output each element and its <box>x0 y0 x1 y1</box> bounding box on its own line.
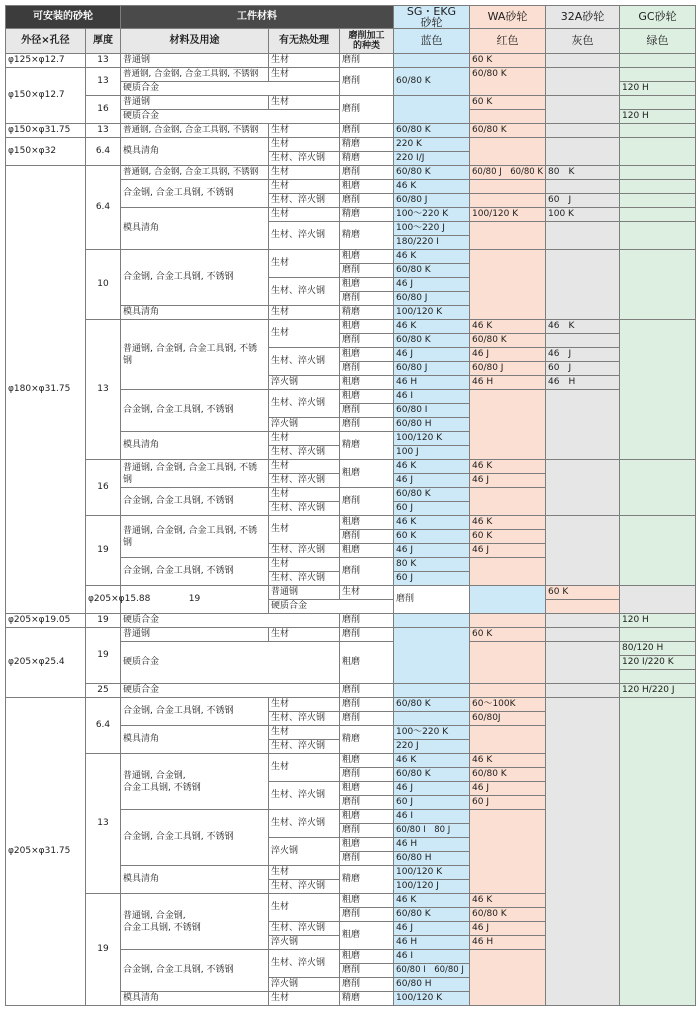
heat-cell: 生材、淬火钢 <box>269 502 340 516</box>
grind-cell: 磨削 <box>340 54 394 68</box>
gc-value: 120 H/220 J <box>620 684 696 698</box>
od-bore-cell: φ205×φ31.75 <box>6 698 86 1006</box>
grind-cell: 磨削 <box>340 684 394 698</box>
thickness-cell: 19 <box>86 516 121 586</box>
table-row <box>6 684 696 698</box>
grind-cell: 粗磨 <box>340 838 394 852</box>
material-cell: 模具清角 <box>121 726 269 754</box>
heat-cell: 淬火钢 <box>269 418 340 432</box>
grind-cell: 精磨 <box>340 306 394 320</box>
heat-cell: 生材、淬火钢 <box>269 782 340 810</box>
thickness-cell: 19 <box>86 628 121 684</box>
sg-value: 100～220 K <box>394 208 470 222</box>
header-workpiece: 工件材料 <box>121 6 394 29</box>
sg-value: 60 J <box>394 572 470 586</box>
grind-cell: 磨削 <box>340 362 394 376</box>
material-cell: 硬质合金 <box>121 684 340 698</box>
sg-value: 46 I <box>394 950 470 964</box>
material-cell: 普通钢, 合金钢, 合金工具钢, 不锈钢 <box>121 68 269 82</box>
header-wa-color: 红色 <box>470 29 546 54</box>
thickness-cell: 13 <box>86 754 121 894</box>
wa-value: 60/80 J <box>470 362 546 376</box>
material-cell: 合金钢, 合金工具钢, 不锈钢 <box>121 488 269 516</box>
sg-value: 100 J <box>394 446 470 460</box>
sg-value: 220 J <box>394 740 470 754</box>
grind-cell: 粗磨 <box>340 894 394 908</box>
material-cell: 普通钢, 合金钢, 合金工具钢, 不锈钢 <box>121 166 269 180</box>
wa-value: 60/80 K <box>470 68 546 96</box>
material-cell: 普通钢, 合金钢, 合金工具钢, 不锈钢 <box>121 460 269 488</box>
od-bore-cell: φ150×φ12.7 <box>6 68 86 124</box>
heat-cell: 生材 <box>269 320 340 348</box>
material-cell: 硬质合金 <box>121 82 340 96</box>
grind-cell: 精磨 <box>340 866 394 894</box>
sg-value: 46 J <box>394 544 470 558</box>
heat-cell: 淬火钢 <box>269 838 340 866</box>
od-bore-cell: φ205×φ15.88 <box>86 586 121 614</box>
header-od-bore: 外径×孔径 <box>6 29 86 54</box>
heat-cell: 生材、淬火钢 <box>269 810 340 838</box>
grind-cell: 粗磨 <box>340 376 394 390</box>
sg-value: 60/80 K <box>394 698 470 712</box>
sg-value: 60/80 J <box>394 362 470 376</box>
material-cell: 合金钢, 合金工具钢, 不锈钢 <box>121 558 269 586</box>
header-row-1 <box>6 6 696 29</box>
grind-cell: 磨削 <box>340 404 394 418</box>
sg-value: 46 J <box>394 782 470 796</box>
grind-cell: 精磨 <box>340 992 394 1006</box>
sg-value: 60 K <box>394 530 470 544</box>
wa-value: 46 K <box>470 894 546 908</box>
heat-cell: 生材、淬火钢 <box>269 446 340 460</box>
material-cell: 合金钢, 合金工具钢, 不锈钢 <box>121 810 269 866</box>
wa-value: 60/80J <box>470 712 546 726</box>
wa-value: 60 K <box>470 54 546 68</box>
sg-value: 46 H <box>394 838 470 852</box>
sg-value: 100/120 K <box>394 992 470 1006</box>
material-cell: 普通钢 <box>269 586 340 600</box>
a32-value: 60 J <box>546 362 620 376</box>
material-cell: 硬质合金 <box>121 110 340 124</box>
material-cell: 硬质合金 <box>121 614 340 628</box>
gc-value: 120 H <box>620 82 696 96</box>
heat-cell: 生材、淬火钢 <box>269 880 340 894</box>
grind-cell: 磨削 <box>340 628 394 642</box>
sg-value: 60/80 I <box>394 404 470 418</box>
grind-cell: 精磨 <box>340 432 394 460</box>
sg-value: 60/80 K <box>394 488 470 502</box>
material-cell: 合金钢, 合金工具钢, 不锈钢 <box>121 950 269 992</box>
grind-cell: 粗磨 <box>340 278 394 292</box>
heat-cell: 淬火钢 <box>269 978 340 992</box>
grind-cell: 磨削 <box>340 418 394 432</box>
sg-value: 60/80 K <box>394 166 470 180</box>
grind-cell: 粗磨 <box>340 544 394 558</box>
material-cell: 模具清角 <box>121 432 269 460</box>
table-row <box>6 614 696 628</box>
sg-value: 60/80 J <box>394 194 470 208</box>
grind-cell: 粗磨 <box>340 754 394 768</box>
heat-cell: 生材、淬火钢 <box>269 922 340 936</box>
a32-value: 46 K <box>546 320 620 334</box>
material-cell: 模具清角 <box>121 138 269 166</box>
gc-value: 120 I/220 K <box>620 656 696 670</box>
a32-value: 60 J <box>546 194 620 208</box>
grind-cell: 粗磨 <box>340 516 394 530</box>
heat-cell: 生材、淬火钢 <box>269 950 340 978</box>
grind-cell: 磨削 <box>394 586 470 614</box>
sg-value: 46 H <box>394 936 470 950</box>
grind-cell: 粗磨 <box>340 250 394 264</box>
header-wheel: 可安装的砂轮 <box>6 6 121 29</box>
heat-cell: 生材、淬火钢 <box>269 474 340 488</box>
grind-cell: 磨削 <box>340 796 394 810</box>
sg-value: 60/80 K <box>394 68 470 96</box>
table-row <box>6 460 696 474</box>
grind-cell: 粗磨 <box>340 320 394 334</box>
heat-cell: 生材、淬火钢 <box>269 712 340 726</box>
wa-value: 46 J <box>470 782 546 796</box>
heat-cell: 生材 <box>269 460 340 474</box>
od-bore-cell: φ205×φ19.05 <box>6 614 86 628</box>
table-row <box>6 96 696 110</box>
heat-cell: 生材 <box>269 306 340 320</box>
grind-cell: 磨削 <box>340 166 394 180</box>
heat-cell: 生材 <box>269 54 340 68</box>
od-bore-cell: φ150×φ32 <box>6 138 86 166</box>
wa-value: 46 J <box>470 348 546 362</box>
heat-cell: 淬火钢 <box>269 376 340 390</box>
wa-value: 60 J <box>470 796 546 810</box>
table-row <box>6 54 696 68</box>
wa-value: 46 K <box>470 754 546 768</box>
a32-value: 100 K <box>546 208 620 222</box>
heat-cell: 生材、淬火钢 <box>269 544 340 558</box>
sg-value: 46 K <box>394 894 470 908</box>
heat-cell: 生材 <box>269 250 340 278</box>
sg-value: 60/80 K <box>394 334 470 348</box>
gc-value: 120 H <box>620 110 696 124</box>
wa-value: 60 K <box>546 586 620 600</box>
grind-cell: 粗磨 <box>340 782 394 796</box>
thickness-cell: 13 <box>86 124 121 138</box>
heat-cell: 生材、淬火钢 <box>269 194 340 208</box>
heat-cell: 生材、淬火钢 <box>269 572 340 586</box>
sg-value: 60/80 K <box>394 768 470 782</box>
heat-cell: 生材 <box>269 180 340 194</box>
header-heat-treatment: 有无热处理 <box>269 29 340 54</box>
thickness-cell: 6.4 <box>86 698 121 754</box>
wa-value: 60 K <box>470 96 546 110</box>
grind-cell: 粗磨 <box>340 810 394 824</box>
wa-value: 60/80 J 60/80 K <box>470 166 546 180</box>
grind-cell: 精磨 <box>340 208 394 222</box>
sg-value: 100～220 K <box>394 726 470 740</box>
material-cell: 普通钢 <box>121 54 269 68</box>
wa-value: 46 J <box>470 544 546 558</box>
header-gc-wheel: GC砂轮 <box>620 6 696 29</box>
sg-value: 46 K <box>394 754 470 768</box>
material-cell: 普通钢, 合金钢, 合金工具钢, 不锈钢 <box>121 124 269 138</box>
sg-value: 60/80 K <box>394 264 470 278</box>
sg-value: 46 J <box>394 922 470 936</box>
grind-cell: 磨削 <box>340 824 394 838</box>
heat-cell: 生材 <box>269 894 340 922</box>
heat-cell: 生材、淬火钢 <box>269 740 340 754</box>
thickness-cell: 19 <box>121 586 269 614</box>
table-row <box>6 516 696 530</box>
heat-cell: 生材 <box>269 866 340 880</box>
table-row <box>6 250 696 264</box>
grind-cell: 精磨 <box>340 726 394 754</box>
sg-value: 60/80 H <box>394 978 470 992</box>
material-cell: 硬质合金 <box>121 642 340 684</box>
wa-value: 60 K <box>470 628 546 642</box>
grind-cell: 磨削 <box>340 964 394 978</box>
gc-value: 80/120 H <box>620 642 696 656</box>
grind-cell: 磨削 <box>340 530 394 544</box>
heat-cell: 生材 <box>269 68 340 82</box>
sg-value: 46 K <box>394 180 470 194</box>
thickness-cell: 6.4 <box>86 138 121 166</box>
grind-cell: 磨削 <box>340 264 394 278</box>
heat-cell: 生材 <box>269 628 340 642</box>
material-cell: 合金钢, 合金工具钢, 不锈钢 <box>121 250 269 306</box>
thickness-cell: 13 <box>86 68 121 96</box>
table-row <box>6 68 696 82</box>
sg-value: 100～220 J <box>394 222 470 236</box>
a32-value: 46 H <box>546 376 620 390</box>
material-cell: 普通钢, 合金钢, 合金工具钢, 不锈钢 <box>121 516 269 558</box>
table-row <box>6 628 696 642</box>
table-row <box>6 320 696 334</box>
wa-value: 46 K <box>470 516 546 530</box>
material-cell: 普通钢 <box>121 628 269 642</box>
grind-cell: 粗磨 <box>340 348 394 362</box>
header-grind-type: 磨削加工 的种类 <box>340 29 394 54</box>
sg-value: 46 H <box>394 376 470 390</box>
sg-value: 46 K <box>394 460 470 474</box>
sg-value: 100/120 K <box>394 866 470 880</box>
wa-value: 46 H <box>470 376 546 390</box>
material-cell: 合金钢, 合金工具钢, 不锈钢 <box>121 180 269 208</box>
sg-value: 46 J <box>394 474 470 488</box>
heat-cell: 生材、淬火钢 <box>269 390 340 418</box>
grind-cell: 磨削 <box>340 852 394 866</box>
material-cell: 普通钢 <box>121 96 269 110</box>
table-row <box>6 166 696 180</box>
sg-value: 60/80 H <box>394 418 470 432</box>
thickness-cell: 16 <box>86 96 121 124</box>
material-cell: 合金钢, 合金工具钢, 不锈钢 <box>121 390 269 432</box>
header-sg-wheel: SG・EKG 砂轮 <box>394 6 470 29</box>
header-32a-wheel: 32A砂轮 <box>546 6 620 29</box>
gc-value: 120 H <box>620 614 696 628</box>
header-wa-wheel: WA砂轮 <box>470 6 546 29</box>
grind-cell: 磨削 <box>340 712 394 726</box>
grind-cell: 粗磨 <box>340 922 394 950</box>
wa-value: 60 K <box>470 530 546 544</box>
sg-value: 100/120 J <box>394 880 470 894</box>
a32-value: 46 J <box>546 348 620 362</box>
sg-value: 80 K <box>394 558 470 572</box>
sg-value: 46 I <box>394 390 470 404</box>
wa-value: 60/80 K <box>470 908 546 922</box>
grind-cell: 磨削 <box>340 614 394 628</box>
sg-value: 60/80 I 80 J <box>394 824 470 838</box>
header-material-use: 材料及用途 <box>121 29 269 54</box>
thickness-cell: 6.4 <box>86 166 121 250</box>
sg-value: 46 J <box>394 278 470 292</box>
wa-value: 46 H <box>470 936 546 950</box>
sg-value: 46 I <box>394 810 470 824</box>
sg-value: 60/80 K <box>394 908 470 922</box>
grind-cell: 磨削 <box>340 488 394 516</box>
thickness-cell: 13 <box>86 54 121 68</box>
material-cell: 模具清角 <box>121 208 269 250</box>
wa-value: 46 K <box>470 460 546 474</box>
heat-cell: 生材 <box>269 432 340 446</box>
grind-cell: 磨削 <box>340 558 394 586</box>
material-cell: 普通钢, 合金钢, 合金工具钢, 不锈钢 <box>121 894 269 950</box>
od-bore-cell: φ205×φ25.4 <box>6 628 86 698</box>
sg-value: 220 K <box>394 138 470 152</box>
grind-cell: 精磨 <box>340 138 394 152</box>
material-cell: 模具清角 <box>121 992 269 1006</box>
thickness-cell: 19 <box>86 614 121 628</box>
wa-value: 60/80 K <box>470 124 546 138</box>
heat-cell: 生材 <box>269 208 340 222</box>
heat-cell: 生材、淬火钢 <box>269 222 340 250</box>
material-cell: 硬质合金 <box>269 600 394 614</box>
grind-cell: 磨削 <box>340 292 394 306</box>
grind-cell: 精磨 <box>340 222 394 250</box>
sg-value: 100/120 K <box>394 432 470 446</box>
sg-value: 220 I/J <box>394 152 470 166</box>
od-bore-cell: φ125×φ12.7 <box>6 54 86 68</box>
thickness-cell: 16 <box>86 460 121 516</box>
heat-cell: 生材 <box>269 992 340 1006</box>
thickness-cell: 25 <box>86 684 121 698</box>
grind-cell: 粗磨 <box>340 642 394 684</box>
material-cell: 模具清角 <box>121 306 269 320</box>
sg-value: 46 K <box>394 320 470 334</box>
grind-cell: 磨削 <box>340 334 394 348</box>
sg-value: 46 K <box>394 250 470 264</box>
heat-cell: 生材 <box>269 96 340 110</box>
grind-cell: 粗磨 <box>340 950 394 964</box>
grind-cell: 粗磨 <box>340 180 394 194</box>
sg-value: 46 J <box>394 348 470 362</box>
grind-cell: 精磨 <box>340 152 394 166</box>
thickness-cell: 13 <box>86 320 121 460</box>
heat-cell: 生材 <box>269 754 340 782</box>
sg-value: 180/220 I <box>394 236 470 250</box>
header-row-2 <box>6 29 696 54</box>
a32-value: 80 K <box>546 166 620 180</box>
material-cell: 合金钢, 合金工具钢, 不锈钢 <box>121 698 269 726</box>
grind-cell: 磨削 <box>340 96 394 124</box>
sg-value: 46 K <box>394 516 470 530</box>
wa-value: 46 K <box>470 320 546 334</box>
material-cell: 普通钢, 合金钢, 合金工具钢, 不锈钢 <box>121 320 269 390</box>
heat-cell: 生材、淬火钢 <box>269 348 340 376</box>
grind-cell: 磨削 <box>340 908 394 922</box>
sg-value: 60/80 K <box>394 124 470 138</box>
heat-cell: 生材 <box>269 558 340 572</box>
wa-value: 46 J <box>470 474 546 488</box>
material-cell: 普通钢, 合金钢, 合金工具钢, 不锈钢 <box>121 754 269 810</box>
sg-value: 60 J <box>394 796 470 810</box>
wa-value: 100/120 K <box>470 208 546 222</box>
wa-value: 60～100K <box>470 698 546 712</box>
heat-cell: 生材、淬火钢 <box>269 152 340 166</box>
grind-cell: 磨削 <box>340 124 394 138</box>
wa-value: 60/80 K <box>470 334 546 348</box>
table-row <box>6 586 696 600</box>
heat-cell: 生材、淬火钢 <box>269 278 340 306</box>
heat-cell: 生材 <box>269 726 340 740</box>
header-sg-color: 蓝色 <box>394 29 470 54</box>
grind-cell: 磨削 <box>340 194 394 208</box>
heat-cell: 生材 <box>269 124 340 138</box>
header-gc-color: 绿色 <box>620 29 696 54</box>
grind-cell: 磨削 <box>340 978 394 992</box>
sg-value: 60/80 I 60/80 J <box>394 964 470 978</box>
sg-value: 60/80 H <box>394 852 470 866</box>
sg-value: 100/120 K <box>394 306 470 320</box>
grind-cell: 磨削 <box>340 68 394 96</box>
header-thickness: 厚度 <box>86 29 121 54</box>
grind-cell: 粗磨 <box>340 390 394 404</box>
sg-value: 60 J <box>394 502 470 516</box>
heat-cell: 生材 <box>269 488 340 502</box>
grinding-wheel-table <box>5 5 696 1006</box>
wa-value: 46 J <box>470 922 546 936</box>
heat-cell: 生材 <box>269 698 340 712</box>
heat-cell: 生材 <box>269 138 340 152</box>
grind-cell: 磨削 <box>340 768 394 782</box>
heat-cell: 生材 <box>269 166 340 180</box>
heat-cell: 淬火钢 <box>269 936 340 950</box>
material-cell: 模具清角 <box>121 866 269 894</box>
table-row <box>6 124 696 138</box>
od-bore-cell: φ150×φ31.75 <box>6 124 86 138</box>
heat-cell: 生材 <box>269 516 340 544</box>
grind-cell: 粗磨 <box>340 460 394 488</box>
wa-value: 60/80 K <box>470 768 546 782</box>
thickness-cell: 19 <box>86 894 121 1006</box>
grind-cell: 磨削 <box>340 698 394 712</box>
table-row <box>6 138 696 152</box>
header-32a-color: 灰色 <box>546 29 620 54</box>
od-bore-cell: φ180×φ31.75 <box>6 166 86 614</box>
sg-value: 60/80 J <box>394 292 470 306</box>
table-row <box>6 698 696 712</box>
heat-cell: 生材 <box>340 586 394 600</box>
thickness-cell: 10 <box>86 250 121 320</box>
